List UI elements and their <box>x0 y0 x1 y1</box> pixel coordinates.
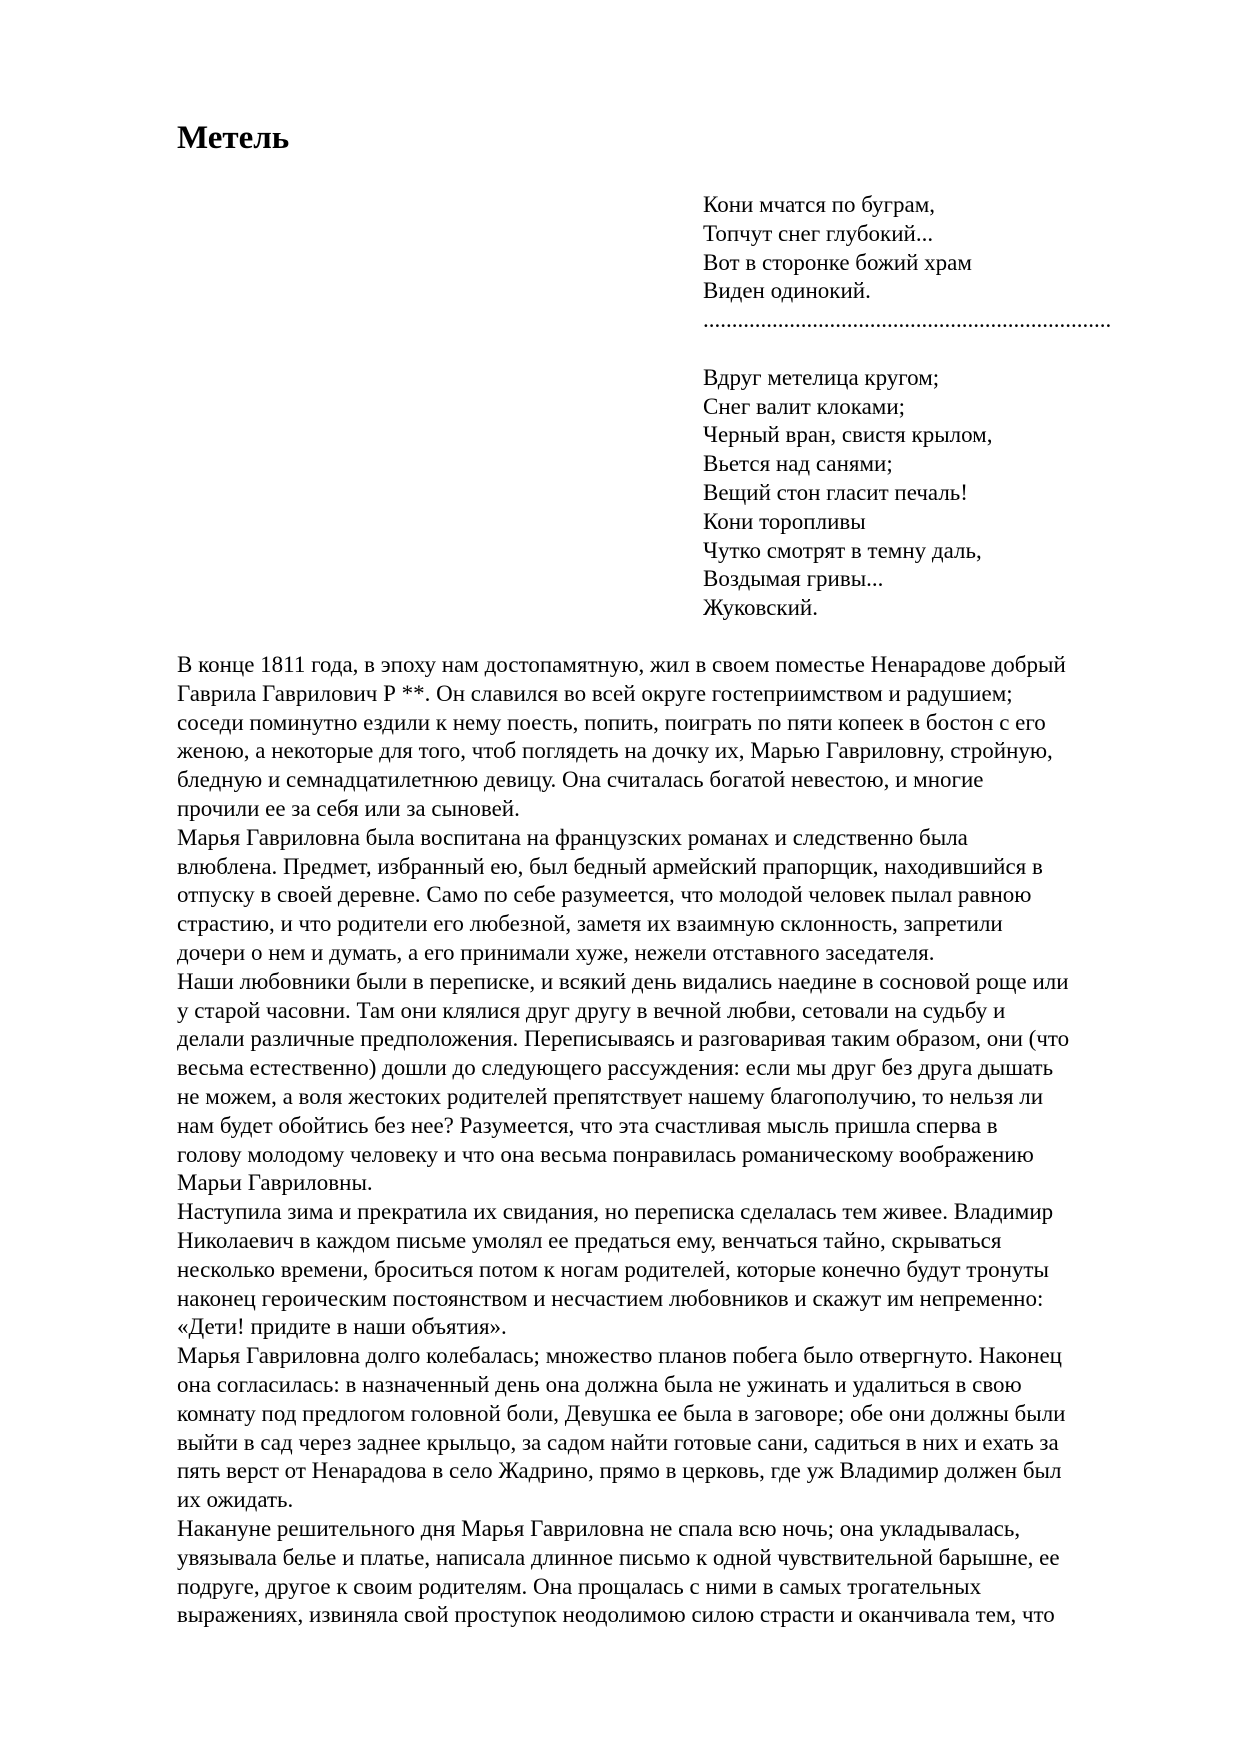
body-text-line: их ожидать. <box>177 1487 294 1513</box>
epigraph-line: Чутко смотрят в темну даль, <box>703 537 982 563</box>
story-title: Метель <box>177 120 290 156</box>
body-text-line: Гаврила Гаврилович Р **. Он славился во всей округе гостеприимством и радушием; <box>177 680 1013 706</box>
body-text-line: Марья Гавриловна была воспитана на французских романах и следственно была <box>177 824 968 850</box>
body-text-line: пять верст от Ненарадова в село Жадрино, прямо в церковь, где уж Владимир должен был <box>177 1458 1062 1484</box>
epigraph-line: Вьется над санями; <box>703 451 893 477</box>
story-body <box>177 651 1157 1630</box>
body-text-line: бледную и семнадцатилетнюю девицу. Она считалась богатой невестою, и многие <box>177 767 984 793</box>
body-text-line: делали различные предположения. Переписываясь и разговаривая таким образом, они (что <box>177 1026 1070 1052</box>
body-text-line: несколько времени, броситься потом к ногам родителей, которые конечно будут тронуты <box>177 1256 1049 1282</box>
body-text-line: нам будет обойтись без нее? Разумеется, что эта счастливая мысль пришла сперва в <box>177 1112 998 1138</box>
body-text-line: женою, а некоторые для того, чтоб поглядеть на дочку их, Марью Гавриловну, стройную, <box>177 738 1053 764</box>
body-text-line: Наступила зима и прекратила их свидания, но переписка сделалась тем живее. Владимир <box>177 1199 1054 1225</box>
body-text-line: отпуску в своей деревне. Само по себе разумеется, что молодой человек пылал равною <box>177 882 1032 908</box>
body-text-line: она согласилась: в назначенный день она должна была не ужинать и удалиться в свою <box>177 1371 1022 1397</box>
body-text-line: «Дети! придите в наши объятия». <box>177 1314 507 1340</box>
body-text-line: Марья Гавриловна долго колебалась; множество планов побега было отвергнуто. Наконец <box>177 1343 1062 1369</box>
body-text-line: не можем, а воля жестоких родителей препятствует нашему благополучию, то нельзя ли <box>177 1083 1044 1109</box>
body-text-line: выйти в сад через заднее крыльцо, за садом найти готовые сани, садиться в них и ехать за <box>177 1429 1059 1455</box>
epigraph-author: Жуковский. <box>703 595 818 621</box>
body-text-line: комнату под предлогом головной боли, Девушка ее была в заговоре; обе они должны были <box>177 1400 1066 1426</box>
body-text-line: у старой часовни. Там они клялися друг другу в вечной любви, сетовали на судьбу и <box>177 997 1006 1023</box>
body-text-line: влюблена. Предмет, избранный ею, был бедный армейский прапорщик, находившийся в <box>177 853 1043 879</box>
body-text-line: прочили ее за себя или за сыновей. <box>177 795 520 821</box>
body-text-line: подруге, другое к своим родителям. Она прощалась с ними в самых трогательных <box>177 1573 982 1599</box>
body-text-line: весьма естественно) дошли до следующего рассуждения: если мы друг без друга дышать <box>177 1055 1054 1081</box>
epigraph-line: Вот в сторонке божий храм <box>703 249 972 275</box>
epigraph-line: Кони торопливы <box>703 508 866 534</box>
body-text-line: голову молодому человеку и что она весьма понравилась романическому воображению <box>177 1141 1034 1167</box>
epigraph-line: Снег валит клоками; <box>703 393 906 419</box>
body-text-line: Марьи Гавриловны. <box>177 1170 373 1196</box>
epigraph-ellipsis-divider: ....................................................................... <box>703 307 1112 333</box>
body-text-line: страстию, и что родители его любезной, заметя их взаимную склонность, запретили <box>177 911 1003 937</box>
body-text-line: Накануне решительного дня Марья Гавриловна не спала всю ночь; она укладывалась, <box>177 1515 1021 1541</box>
epigraph-line: Вдруг метелица кругом; <box>703 364 940 390</box>
body-text-line: Николаевич в каждом письме умолял ее предаться ему, венчаться тайно, скрываться <box>177 1227 1002 1253</box>
epigraph-line: Черный вран, свистя крылом, <box>703 422 993 448</box>
body-text-line: соседи поминутно ездили к нему поесть, попить, поиграть по пяти копеек в бостон с его <box>177 709 1046 735</box>
epigraph-line: Вещий стон гласит печаль! <box>703 479 968 505</box>
body-text-line: выражениях, извиняла свой проступок неодолимою силою страсти и оканчивала тем, что <box>177 1602 1055 1628</box>
epigraph-line: Топчут снег глубокий... <box>703 220 934 246</box>
epigraph-line: Виден одинокий. <box>703 278 871 304</box>
epigraph-line: Кони мчатся по буграм, <box>703 192 935 217</box>
epigraph <box>703 191 1173 623</box>
body-text-line: увязывала белье и платье, написала длинное письмо к одной чувствительной барышне, ее <box>177 1544 1060 1570</box>
body-text-line: наконец героическим постоянством и несчастием любовников и скажут им непременно: <box>177 1285 1044 1311</box>
stanza-gap <box>703 335 1173 364</box>
body-text-line: дочери о нем и думать, а его принимали хуже, нежели отставного заседателя. <box>177 939 935 965</box>
body-text-line: В конце 1811 года, в эпоху нам достопамятную, жил в своем поместье Ненарадове добрый <box>177 652 1066 677</box>
body-text-line: Наши любовники были в переписке, и всякий день видались наедине в сосновой роще или <box>177 968 1069 994</box>
epigraph-line: Воздымая гривы... <box>703 566 884 592</box>
